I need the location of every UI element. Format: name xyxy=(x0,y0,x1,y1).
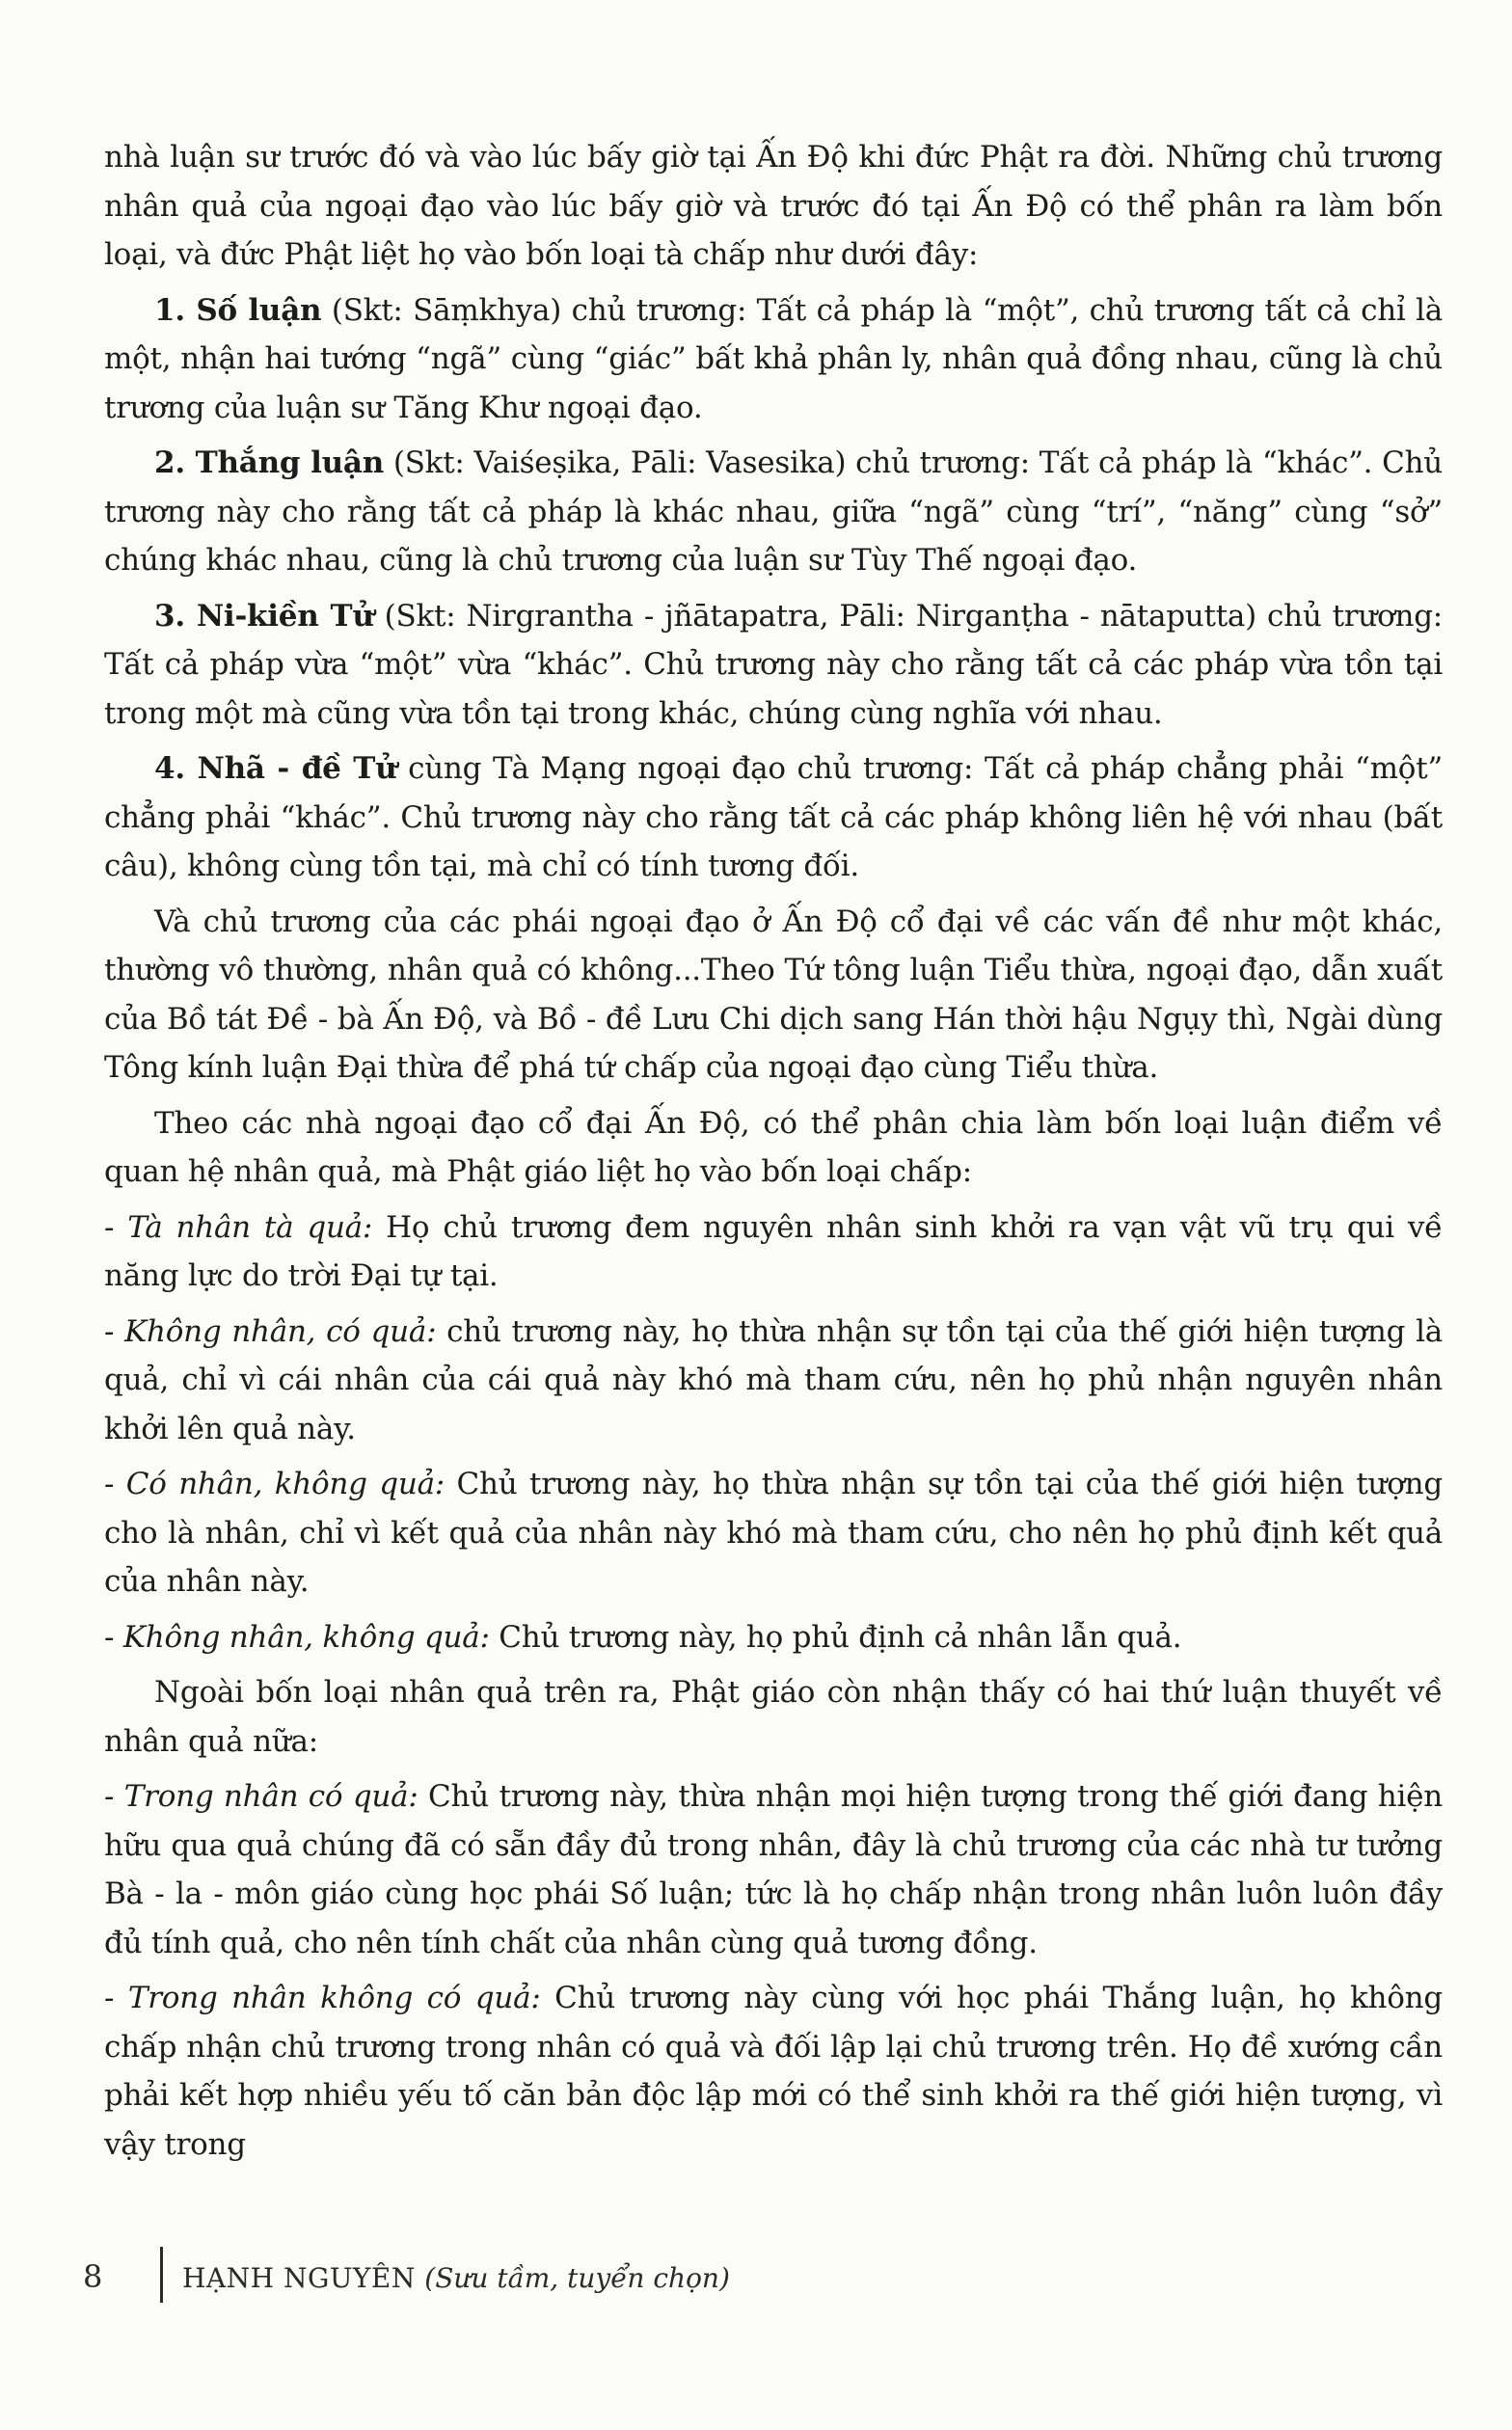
view-heading: - Tà nhân tà quả: xyxy=(104,1209,373,1245)
view-heading: - Có nhân, không quả: xyxy=(104,1467,445,1501)
view-text: Họ chủ trương đem nguyên nhân sinh khởi ra vạn vật vũ trụ qui về năng lực do trời Đại tự tại. xyxy=(104,1209,1443,1293)
footer-running-head xyxy=(182,2262,730,2294)
term-text: (Skt: Vaiśeṣika, Pāli: Vasesika) chủ trương: Tất cả pháp là “khác”. Chủ trương này cho rằng tất cả pháp là khác nhau, giữa “ngã” cùng “trí”, “năng” cùng “sở” chúng khác nhau, cũng là chủ trương của luận sư Tùy Thế ngoại đạo. xyxy=(104,446,1444,578)
page-footer xyxy=(83,2247,951,2305)
view-text: chủ trương này, họ thừa nhận sự tồn tại của thế giới hiện tượng là quả, chỉ vì cái nhân của cái quả này khó mà tham cứu, nên họ phủ nhận nguyên nhân khởi lên quả này. xyxy=(104,1313,1443,1446)
term-heading: 3. Ni-kiền Tử xyxy=(154,598,374,634)
paragraph-schools: Và chủ trương của các phái ngoại đạo ở Ấn Độ cổ đại về các vấn đề như một khác, thường vô thường, nhân quả có không...Theo Tứ tông luận Tiểu thừa, ngoại đạo, dẫn xuất của Bồ tát Đề - bà Ấn Độ, và Bồ - đề Lưu Chi dịch sang Hán thời hậu Ngụy thì, Ngài dùng Tông kính luận Đại thừa để phá tứ chấp của ngoại đạo cùng Tiểu thừa. xyxy=(104,904,1443,1085)
footer-divider xyxy=(160,2247,163,2303)
paragraph-view-1 xyxy=(104,1203,1443,1301)
paragraph-nirgrantha xyxy=(104,592,1443,739)
view-text: Chủ trương này, họ phủ định cả nhân lẫn quả. xyxy=(489,1619,1182,1655)
view-text: Chủ trương này, họ thừa nhận sự tồn tại của thế giới hiện tượng cho là nhân, chỉ vì kết quả của nhân này khó mà tham cứu, cho nên họ phủ định kết quả của nhân này. xyxy=(104,1467,1443,1599)
view-heading: - Không nhân, có quả: xyxy=(104,1313,437,1349)
paragraph-intro: nhà luận sư trước đó và vào lúc bấy giờ tại Ấn Độ khi đức Phật ra đời. Những chủ trương nhân quả của ngoại đạo vào lúc bấy giờ và trước đó tại Ấn Độ có thể phân ra làm bốn loại, và đức Phật liệt họ vào bốn loại tà chấp như dưới đây: xyxy=(104,140,1443,272)
paragraph-four-views-intro: Theo các nhà ngoại đạo cổ đại Ấn Độ, có thể phân chia làm bốn loại luận điểm về quan hệ nhân quả, mà Phật giáo liệt họ vào bốn loại chấp: xyxy=(104,1105,1443,1189)
paragraph-vaisesika xyxy=(104,439,1443,585)
paragraph-view-3 xyxy=(104,1460,1443,1606)
term-heading: 1. Số luận xyxy=(154,292,322,328)
paragraph-view-2 xyxy=(104,1308,1443,1454)
paragraph-view-4 xyxy=(104,1613,1443,1662)
term-text: (Skt: Nirgrantha - jñātapatra, Pāli: Nirganṭha - nātaputta) chủ trương: Tất cả pháp vừa “một” vừa “khác”. Chủ trương này cho rằng tất cả các pháp vừa tồn tại trong một mà cũng vừa tồn tại trong khác, chúng cùng nghĩa với nhau. xyxy=(104,598,1443,731)
theory-text: Chủ trương này cùng với học phái Thắng luận, họ không chấp nhận chủ trương trong nhân có quả và đối lập lại chủ trương trên. Họ đề xướng cần phải kết hợp nhiều yếu tố căn bản độc lập mới có thể sinh khởi ra thế giới hiện tượng, vì vậy trong xyxy=(104,1981,1443,2162)
paragraph-theory-2 xyxy=(104,1974,1443,2169)
body-text xyxy=(104,133,1443,2175)
term-heading: 2. Thắng luận xyxy=(154,446,385,480)
author-name: HẠNH NGUYÊN xyxy=(182,2262,416,2294)
paragraph-nha-de-tu xyxy=(104,744,1443,891)
paragraph-two-theories-intro: Ngoài bốn loại nhân quả trên ra, Phật giáo còn nhận thấy có hai thứ luận thuyết về nhân quả nữa: xyxy=(104,1675,1443,1759)
paragraph-theory-1 xyxy=(104,1772,1443,1967)
page-number: 8 xyxy=(83,2258,103,2295)
view-heading: - Không nhân, không quả: xyxy=(104,1619,490,1655)
theory-text: Chủ trương này, thừa nhận mọi hiện tượng trong thế giới đang hiện hữu qua quả chúng đã có sẵn đầy đủ trong nhân, đây là chủ trương của các nhà tư tưởng Bà - la - môn giáo cùng học phái Số luận; tức là họ chấp nhận trong nhân luôn luôn đầy đủ tính quả, cho nên tính chất của nhân cùng quả tương đồng. xyxy=(104,1779,1443,1960)
author-credit: (Sưu tầm, tuyển chọn) xyxy=(424,2262,730,2294)
theory-heading: - Trong nhân không có quả: xyxy=(104,1981,541,2015)
term-text: cùng Tà Mạng ngoại đạo chủ trương: Tất cả pháp chẳng phải “một” chẳng phải “khác”. Chủ trương này cho rằng tất cả các pháp không liên hệ với nhau (bất câu), không cùng tồn tại, mà chỉ có tính tương đối. xyxy=(104,751,1443,883)
theory-heading: - Trong nhân có quả: xyxy=(104,1779,418,1814)
paragraph-samkhya xyxy=(104,286,1443,433)
term-text: (Skt: Sāṃkhya) chủ trương: Tất cả pháp là “một”, chủ trương tất cả chỉ là một, nhận hai tướng “ngã” cùng “giác” bất khả phân ly, nhân quả đồng nhau, cũng là chủ trương của luận sư Tăng Khư ngoại đạo. xyxy=(104,292,1444,425)
term-heading: 4. Nhã - đề Tử xyxy=(154,751,397,786)
